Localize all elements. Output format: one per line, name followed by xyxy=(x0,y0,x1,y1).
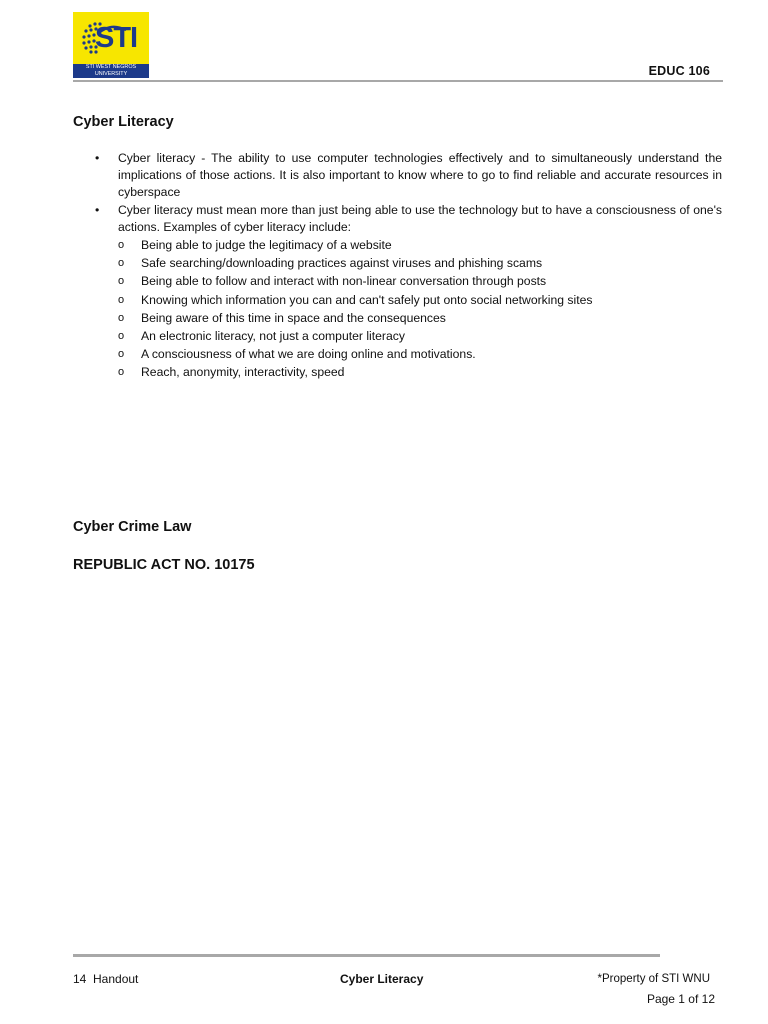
footer-divider xyxy=(73,954,660,957)
circle-bullet-icon: o xyxy=(118,257,125,270)
sublist-item xyxy=(73,327,722,345)
circle-bullet-icon: o xyxy=(118,293,125,306)
circle-bullet-icon: o xyxy=(118,348,125,361)
cyber-crime-heading: Cyber Crime Law xyxy=(73,519,192,535)
circle-bullet-icon: o xyxy=(118,275,125,288)
sti-logo xyxy=(73,12,149,78)
sublist-item xyxy=(73,291,722,309)
logo-band-line2: UNIVERSITY xyxy=(94,71,128,77)
sublist-text: A consciousness of what we are doing online and motivations. xyxy=(141,347,476,362)
list-item xyxy=(73,202,722,236)
cyber-literacy-list xyxy=(73,150,722,382)
sublist-item xyxy=(73,236,722,254)
footer-handout-label: 14 Handout xyxy=(73,972,139,986)
circle-bullet-icon: o xyxy=(118,366,125,379)
header-divider xyxy=(73,80,723,82)
sublist-item xyxy=(73,345,722,363)
sublist-item xyxy=(73,363,722,381)
republic-act-heading: REPUBLIC ACT NO. 10175 xyxy=(73,557,255,573)
logo-band-line1: STI WEST NEGROS xyxy=(85,64,137,70)
sti-logo-band xyxy=(73,64,149,78)
bullet-icon: • xyxy=(95,151,100,165)
footer-title: Cyber Literacy xyxy=(340,972,424,986)
circle-bullet-icon: o xyxy=(118,330,125,343)
page-number: Page 1 of 12 xyxy=(646,992,715,1006)
sublist-text: Knowing which information you can and can't safely put onto social networking sites xyxy=(141,292,593,307)
list-item xyxy=(73,150,722,201)
sublist xyxy=(73,236,722,382)
cyber-literacy-heading: Cyber Literacy xyxy=(73,114,174,130)
sti-logo-text: STI xyxy=(95,22,138,54)
bullet-text: Cyber literacy must mean more than just being able to use the technology but to have a consciousness of one's actions. Examples of cyber literacy include: xyxy=(118,203,722,234)
bullet-text: Cyber literacy - The ability to use computer technologies effectively and to simultaneously understand the implications of those actions. It is also important to know where to go to find reliable and accurate resources in cyberspace xyxy=(118,151,722,199)
sublist-item xyxy=(73,272,722,290)
sublist-text: Being able to judge the legitimacy of a website xyxy=(141,238,392,252)
sublist-text: An electronic literacy, not just a computer literacy xyxy=(141,329,405,344)
sublist-text: Reach, anonymity, interactivity, speed xyxy=(141,365,345,380)
footer-property: *Property of STI WNU xyxy=(597,973,710,985)
sublist-item xyxy=(73,309,722,327)
sublist-text: Being aware of this time in space and the consequences xyxy=(141,310,446,325)
sublist-text: Being able to follow and interact with non-linear conversation through posts xyxy=(141,274,547,289)
course-code: EDUC 106 xyxy=(648,64,710,78)
circle-bullet-icon: o xyxy=(118,311,125,324)
bullet-icon: • xyxy=(95,203,100,217)
sublist-text: Safe searching/downloading practices against viruses and phishing scams xyxy=(141,256,543,271)
circle-bullet-icon: o xyxy=(118,239,125,251)
sublist-item xyxy=(73,254,722,272)
